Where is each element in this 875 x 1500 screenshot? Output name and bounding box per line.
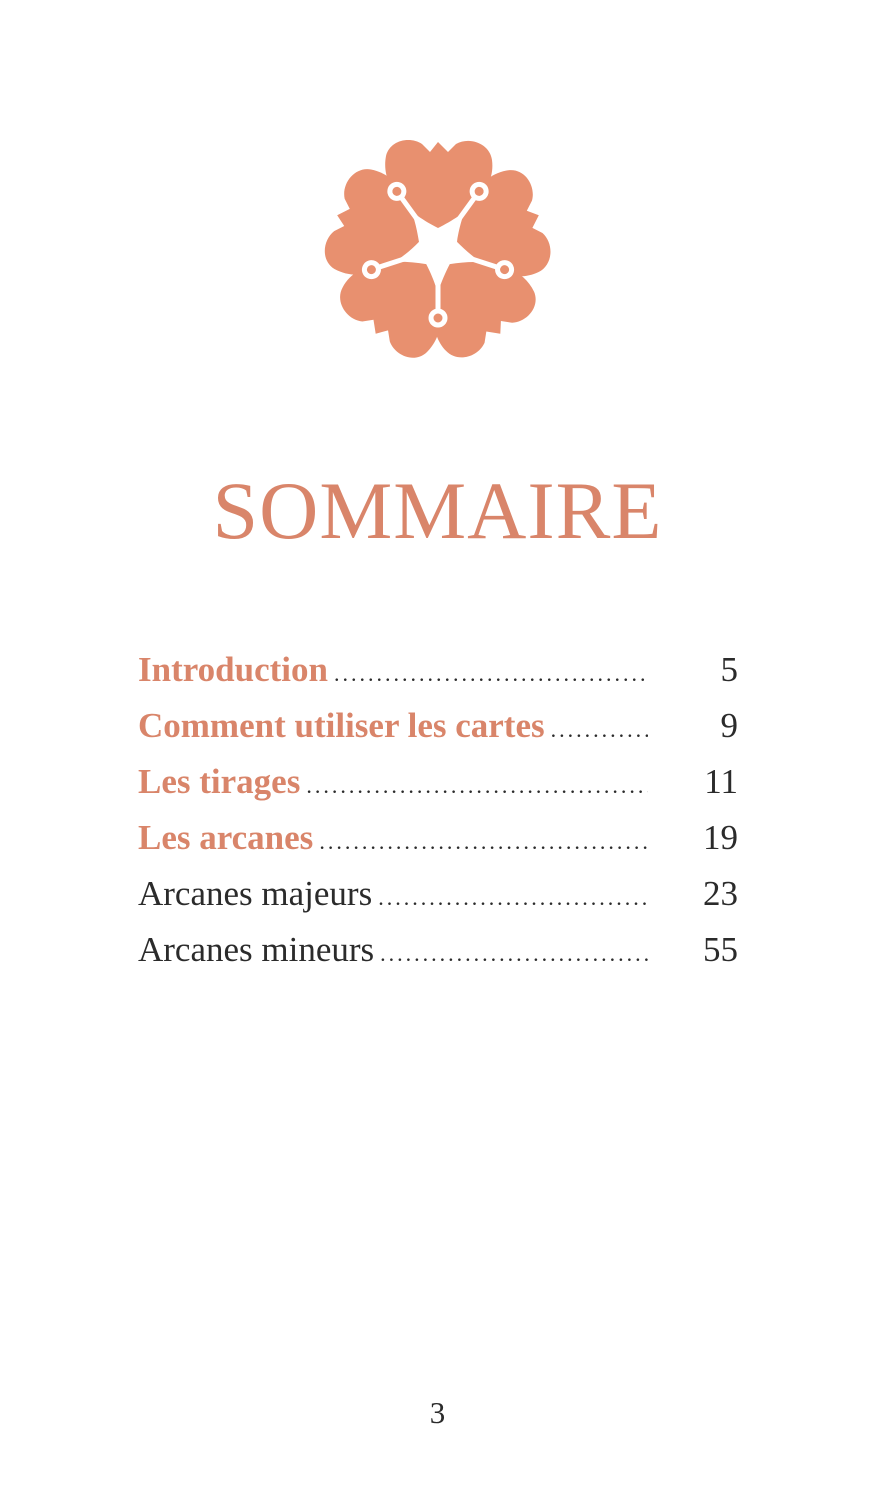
toc-entry-label: Les tirages [138, 762, 301, 801]
toc-entry-label: Arcanes mineurs [138, 930, 375, 969]
page-title: SOMMAIRE [212, 465, 663, 556]
toc-entry-introduction[interactable] [138, 650, 738, 706]
toc-dot-leader [380, 941, 648, 967]
toc-dot-leader [319, 829, 648, 855]
toc-dot-leader [551, 717, 648, 743]
toc-entry-page: 55 [703, 930, 738, 969]
toc-dot-leader [306, 773, 648, 799]
toc-entry-les-arcanes[interactable] [138, 818, 738, 874]
toc-entry-page: 19 [703, 818, 738, 857]
toc-entry-comment-utiliser[interactable] [138, 706, 738, 762]
toc-entry-label: Arcanes majeurs [138, 874, 373, 913]
table-of-contents [138, 650, 738, 986]
toc-entry-page: 5 [720, 650, 738, 689]
toc-entry-page: 23 [703, 874, 738, 913]
toc-entry-label: Comment utiliser les cartes [138, 706, 545, 745]
toc-entry-label: Introduction [138, 650, 328, 689]
toc-entry-label: Les arcanes [138, 818, 314, 857]
toc-entry-arcanes-mineurs[interactable] [138, 930, 738, 986]
page-number: 3 [429, 1395, 446, 1430]
cherry-blossom-icon [318, 128, 558, 368]
toc-dot-leader [334, 661, 648, 687]
toc-entry-page: 11 [704, 762, 738, 801]
toc-entry-les-tirages[interactable] [138, 762, 738, 818]
toc-entry-arcanes-majeurs[interactable] [138, 874, 738, 930]
toc-entry-page: 9 [720, 706, 738, 745]
toc-dot-leader [378, 885, 648, 911]
